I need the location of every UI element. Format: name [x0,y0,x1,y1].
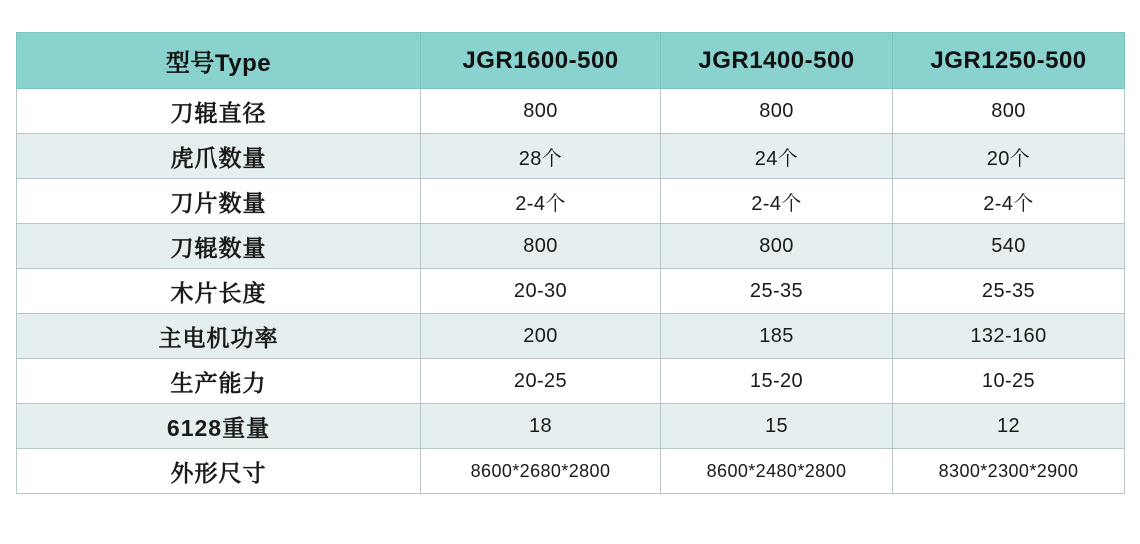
row-value: 800 [421,89,661,134]
row-value: 2-4个 [661,179,893,224]
table-row [17,134,1125,179]
row-label: 生产能力 [17,359,421,404]
column-header-type: 型号Type [17,33,421,89]
table-row [17,449,1125,494]
row-label: 外形尺寸 [17,449,421,494]
row-value: 8300*2300*2900 [893,449,1125,494]
table-row [17,179,1125,224]
row-label: 木片长度 [17,269,421,314]
row-label: 主电机功率 [17,314,421,359]
row-value: 15 [661,404,893,449]
row-value: 10-25 [893,359,1125,404]
row-value: 185 [661,314,893,359]
row-value: 28个 [421,134,661,179]
row-value: 540 [893,224,1125,269]
column-header-model-2: JGR1400-500 [661,33,893,89]
row-value: 800 [421,224,661,269]
row-value: 2-4个 [893,179,1125,224]
table-row [17,89,1125,134]
row-value: 12 [893,404,1125,449]
table-row [17,314,1125,359]
row-label: 刀辊数量 [17,224,421,269]
row-value: 800 [661,89,893,134]
row-value: 132-160 [893,314,1125,359]
column-header-model-1: JGR1600-500 [421,33,661,89]
row-value: 18 [421,404,661,449]
row-value: 200 [421,314,661,359]
table-row [17,269,1125,314]
row-value: 20-25 [421,359,661,404]
table-header [17,33,1125,89]
row-label: 刀辊直径 [17,89,421,134]
table-row [17,359,1125,404]
row-value: 25-35 [893,269,1125,314]
table-row [17,224,1125,269]
row-value: 20个 [893,134,1125,179]
row-value: 2-4个 [421,179,661,224]
row-value: 24个 [661,134,893,179]
row-value: 15-20 [661,359,893,404]
row-label: 6128重量 [17,404,421,449]
row-value: 25-35 [661,269,893,314]
row-value: 20-30 [421,269,661,314]
row-value: 800 [893,89,1125,134]
table-header-row [17,33,1125,89]
specification-table [16,32,1125,494]
row-value: 8600*2680*2800 [421,449,661,494]
row-value: 8600*2480*2800 [661,449,893,494]
row-value: 800 [661,224,893,269]
row-label: 刀片数量 [17,179,421,224]
table-row [17,404,1125,449]
table-body [17,89,1125,494]
row-label: 虎爪数量 [17,134,421,179]
column-header-model-3: JGR1250-500 [893,33,1125,89]
